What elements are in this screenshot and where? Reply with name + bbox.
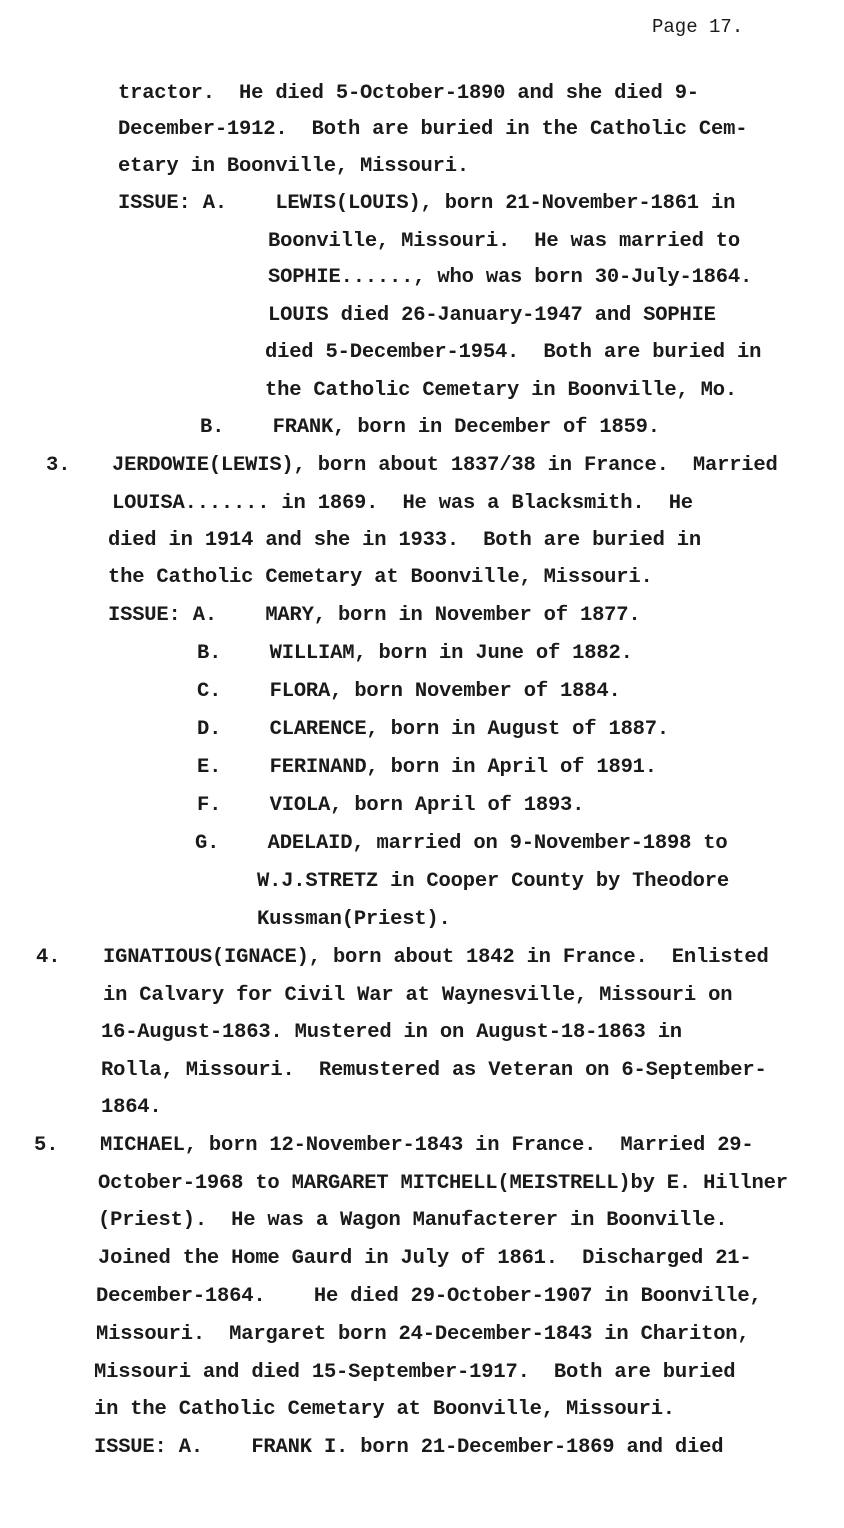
text-line: etary in Boonville, Missouri.: [118, 155, 469, 178]
text-line: G. ADELAID, married on 9-November-1898 to: [195, 832, 728, 855]
text-line: October-1968 to MARGARET MITCHELL(MEISTRELL)by E. Hillner: [98, 1172, 788, 1195]
text-line: C. FLORA, born November of 1884.: [197, 680, 621, 703]
text-line: died 5-December-1954. Both are buried in: [265, 341, 762, 364]
text-line: IGNATIOUS(IGNACE), born about 1842 in France. Enlisted: [103, 946, 769, 969]
text-line: Missouri. Margaret born 24-December-1843 in Chariton,: [96, 1323, 750, 1346]
text-line: 16-August-1863. Mustered in on August-18-1863 in: [101, 1021, 682, 1044]
text-line: ISSUE: A. LEWIS(LOUIS), born 21-November-1861 in: [118, 192, 736, 215]
text-line: December-1864. He died 29-October-1907 in Boonville,: [96, 1285, 762, 1308]
text-line: LOUIS died 26-January-1947 and SOPHIE: [268, 304, 716, 327]
page-number: Page 17.: [652, 16, 744, 38]
text-line: Joined the Home Gaurd in July of 1861. Discharged 21-: [98, 1247, 752, 1270]
text-line: ISSUE: A. FRANK I. born 21-December-1869 and died: [94, 1436, 724, 1459]
text-line: in the Catholic Cemetary at Boonville, Missouri.: [94, 1398, 675, 1421]
text-line: Kussman(Priest).: [257, 908, 451, 931]
text-line: in Calvary for Civil War at Waynesville, Missouri on: [103, 984, 733, 1007]
text-line: (Priest). He was a Wagon Manufacterer in Boonville.: [98, 1209, 728, 1232]
section-number: 3.: [46, 454, 71, 477]
text-line: D. CLARENCE, born in August of 1887.: [197, 718, 669, 741]
text-line: December-1912. Both are buried in the Catholic Cem-: [118, 118, 748, 141]
text-line: JERDOWIE(LEWIS), born about 1837/38 in France. Married: [112, 454, 778, 477]
section-number: 4.: [36, 946, 61, 969]
text-line: died in 1914 and she in 1933. Both are buried in: [108, 529, 701, 552]
text-line: MICHAEL, born 12-November-1843 in France. Married 29-: [100, 1134, 754, 1157]
section-number: 5.: [34, 1134, 59, 1157]
text-line: LOUISA....... in 1869. He was a Blacksmith. He: [112, 492, 693, 515]
text-line: F. VIOLA, born April of 1893.: [197, 794, 585, 817]
text-line: 1864.: [101, 1096, 162, 1119]
text-line: SOPHIE......, who was born 30-July-1864.: [268, 266, 753, 289]
text-line: W.J.STRETZ in Cooper County by Theodore: [257, 870, 729, 893]
text-line: the Catholic Cemetary in Boonville, Mo.: [265, 379, 737, 402]
text-line: B. FRANK, born in December of 1859.: [200, 416, 660, 439]
text-line: ISSUE: A. MARY, born in November of 1877.: [108, 604, 641, 627]
text-line: Boonville, Missouri. He was married to: [268, 230, 740, 253]
text-line: B. WILLIAM, born in June of 1882.: [197, 642, 633, 665]
text-line: E. FERINAND, born in April of 1891.: [197, 756, 657, 779]
text-line: Rolla, Missouri. Remustered as Veteran on 6-September-: [101, 1059, 767, 1082]
text-line: tractor. He died 5-October-1890 and she died 9-: [118, 82, 699, 105]
text-line: Missouri and died 15-September-1917. Both are buried: [94, 1361, 736, 1384]
text-line: the Catholic Cemetary at Boonville, Missouri.: [108, 566, 653, 589]
